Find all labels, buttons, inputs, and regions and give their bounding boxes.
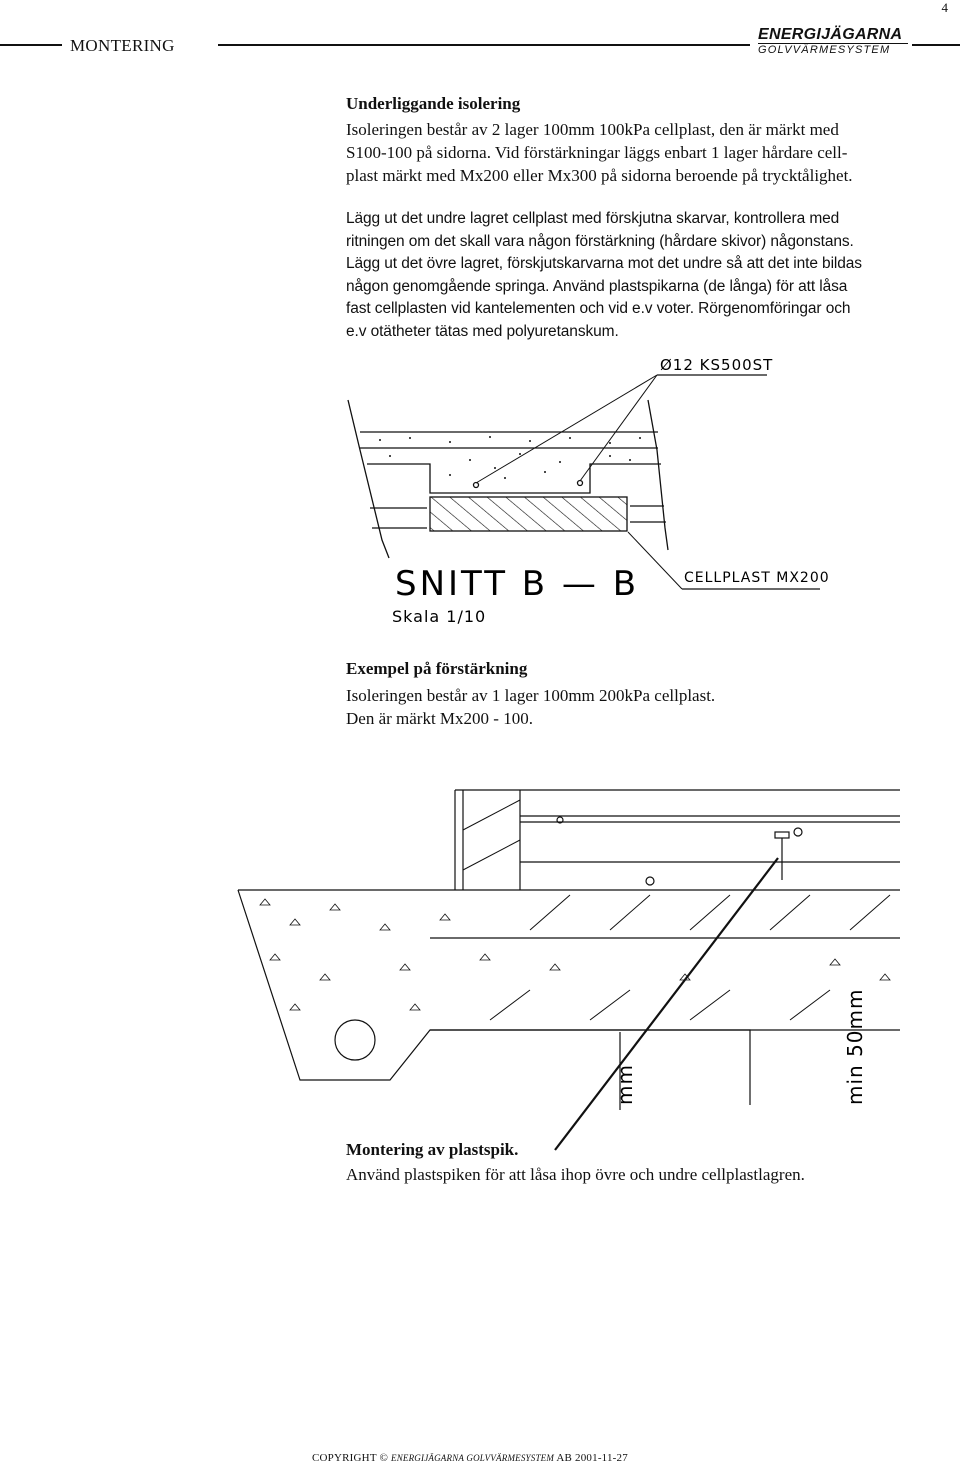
text-line: Isoleringen består av 1 lager 100mm 200kPa cellplast.: [346, 686, 716, 705]
text-line: någon genomgående springa. Använd plastspikarna (de långa) för att låsa: [346, 277, 848, 295]
rebar-label: Ø12 KS500ST: [660, 356, 774, 374]
footer-company: ENERGIJÄGARNA GOLVVÄRMESYSTEM: [391, 1453, 555, 1463]
material-label: CELLPLAST MX200: [684, 570, 830, 586]
text-line: fast cellplasten vid kantelementen och vid e.v voter. Rörgenomföringar och: [346, 300, 851, 318]
footer: [312, 1452, 628, 1464]
text-line: Lägg ut det övre lagret, förskjutskarvarna mot det undre så att det inte bildas: [346, 255, 862, 273]
section-b-b-drawing: [330, 350, 850, 640]
header-title: MONTERING: [70, 36, 175, 55]
footer-suffix: AB 2001-11-27: [556, 1452, 628, 1464]
section-title-reinforcement-example: Exempel på förstärkning: [346, 659, 528, 678]
plastic-nail-drawing: [230, 780, 910, 1160]
cellplast-block: [430, 497, 627, 531]
text-line: Använd plastspiken för att låsa ihop övre och undre cellplastlagren.: [346, 1165, 805, 1184]
concrete-speckle: [379, 436, 641, 479]
section4-text: [346, 1163, 926, 1186]
rebar-leader: [476, 375, 657, 483]
footer-copyright: COPYRIGHT ©: [312, 1452, 389, 1464]
header-rule-middle: [218, 44, 750, 46]
text-line: e.v otätheter tätas med polyuretanskum.: [346, 322, 619, 340]
header-rule-right: [912, 44, 960, 46]
diagonal-hatching: [463, 800, 890, 1020]
header-rule-left: [0, 44, 62, 46]
section-label: SNITT B — B: [395, 564, 640, 604]
plastic-nail-pointer: [555, 858, 778, 1150]
logo-line1: ENERGIJÄGARNA: [758, 26, 908, 44]
concrete-section: [348, 400, 668, 558]
section1-text: [346, 118, 906, 187]
page-number: 4: [941, 0, 948, 15]
concrete-structure: [238, 790, 900, 1110]
text-line: Isoleringen består av 2 lager 100mm 100kPa cellplast, den är märkt med: [346, 120, 839, 139]
scale-label: Skala 1/10: [392, 607, 487, 626]
dim-label-right: min 50mm: [843, 988, 867, 1105]
text-line: Den är märkt Mx200 - 100.: [346, 709, 533, 728]
text-line: plast märkt med Mx200 eller Mx300 på sidorna beroende på trycktålighet.: [346, 166, 853, 185]
logo-line2: GOLVVÄRMESYSTEM: [758, 44, 891, 56]
rebar-leader: [580, 375, 657, 481]
text-line: S100-100 på sidorna. Vid förstärkningar läggs enbart 1 lager hårdare cell-: [346, 143, 848, 162]
dim-label-left: mm: [613, 1064, 637, 1105]
section2-text: [346, 208, 916, 344]
section-title-underlying-insulation: Underliggande isolering: [346, 94, 521, 113]
text-line: ritningen om det skall vara någon förstärkning (hårdare skivor) någonstans.: [346, 232, 854, 250]
section-title-mounting-nail: Montering av plastspik.: [346, 1140, 519, 1159]
concrete-speckle: [260, 899, 890, 1010]
text-line: Lägg ut det undre lagret cellplast med förskjutna skarvar, kontrollera med: [346, 210, 840, 227]
company-logo: [758, 26, 908, 62]
section3-text: [346, 684, 906, 730]
